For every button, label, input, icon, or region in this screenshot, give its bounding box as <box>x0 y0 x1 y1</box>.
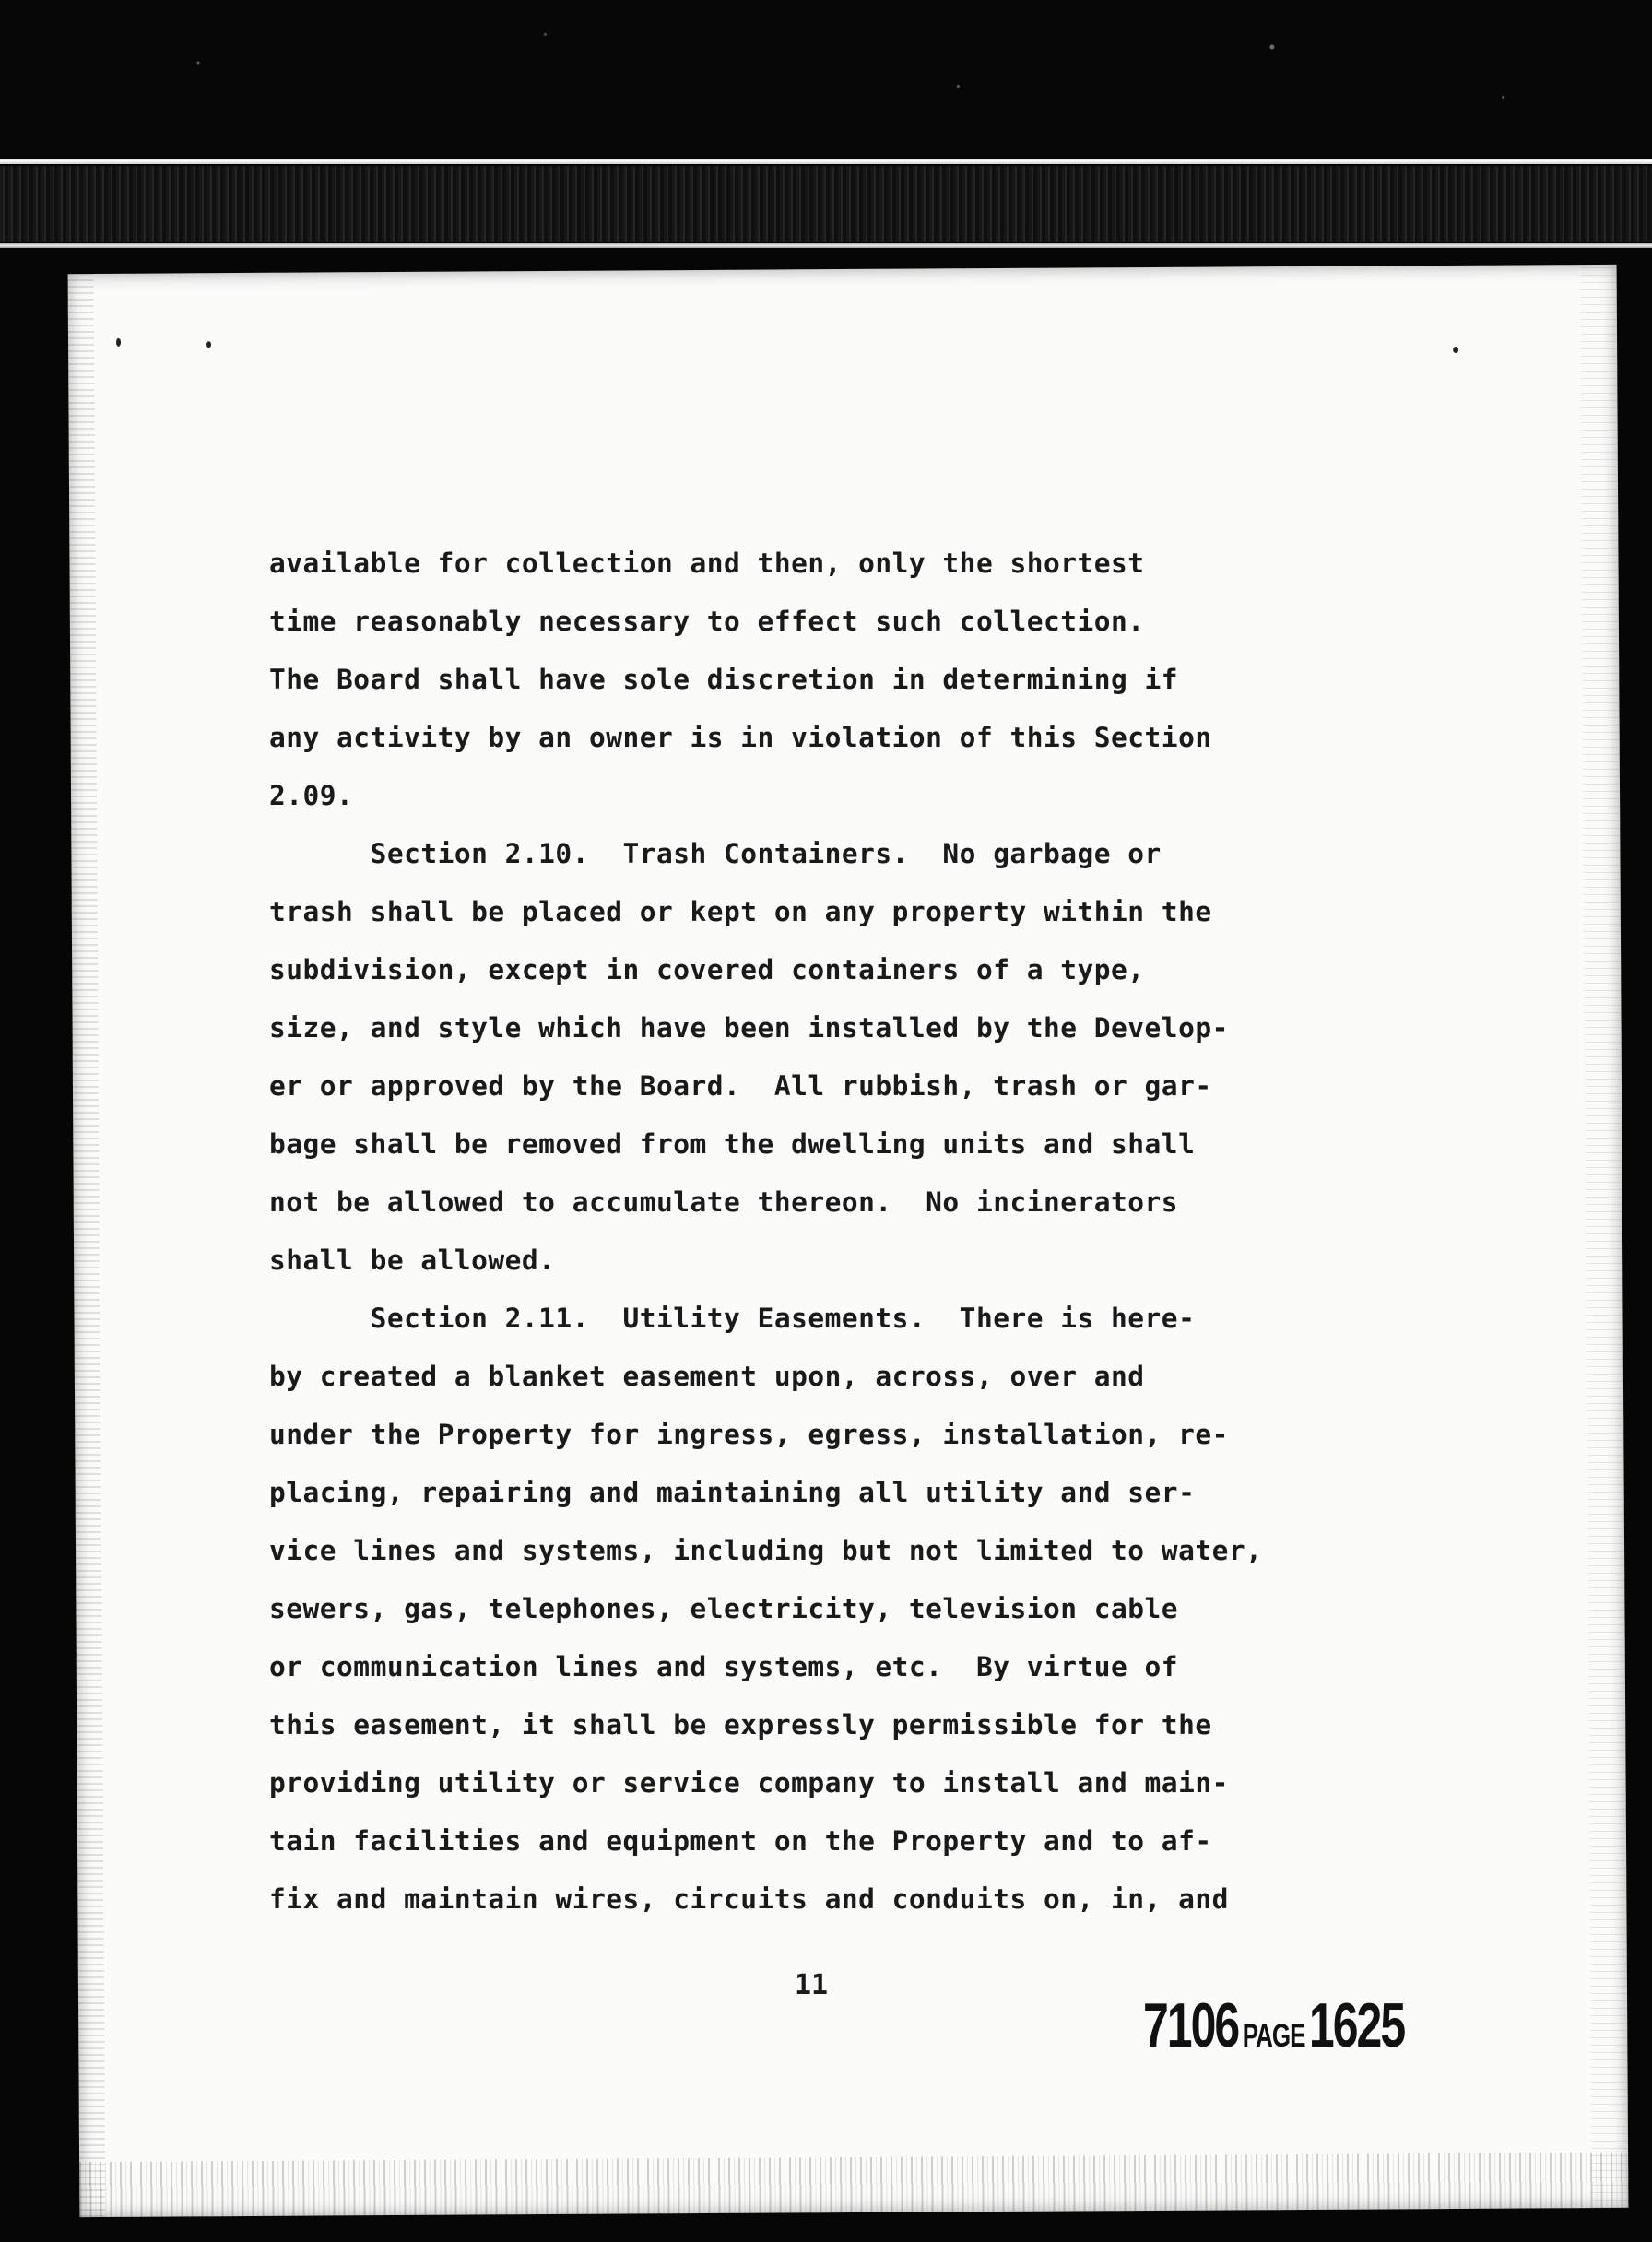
text-line: placing, repairing and maintaining all utility and ser- <box>269 1477 1196 1508</box>
scan-edge-line <box>0 243 1652 248</box>
text-line: size, and style which have been installed by the Develop- <box>269 1012 1229 1044</box>
text-line: providing utility or service company to install and main- <box>269 1767 1229 1799</box>
text-line: shall be allowed. <box>269 1245 556 1276</box>
stamp-book-number: 7106 <box>1143 1990 1239 2060</box>
text-line: trash shall be placed or kept on any property within the <box>269 896 1212 927</box>
text-line: not be allowed to accumulate thereon. No incinerators <box>269 1186 1179 1218</box>
page-number: 11 <box>795 1969 829 2001</box>
text-line: bage shall be removed from the dwelling units and shall <box>269 1128 1196 1160</box>
text-line: The Board shall have sole discretion in determining if <box>269 664 1179 695</box>
text-line: er or approved by the Board. All rubbish, trash or gar- <box>269 1070 1212 1102</box>
section-heading-line: Section 2.10. Trash Containers. No garbage or <box>269 838 1162 869</box>
scan-speck <box>116 338 121 347</box>
recording-stamp <box>1143 1989 1404 2061</box>
text-line: fix and maintain wires, circuits and conduits on, in, and <box>269 1883 1229 1915</box>
text-line: subdivision, except in covered containers of a type, <box>269 954 1145 985</box>
text-line: tain facilities and equipment on the Property and to af- <box>269 1825 1212 1857</box>
stamp-page-label: PAGE <box>1242 2016 1305 2054</box>
scan-noise-band <box>0 166 1652 242</box>
scan-noise-bottom <box>79 2153 1628 2217</box>
scan-speck <box>1453 347 1458 353</box>
scan-speck <box>206 341 211 348</box>
scan-edge-line <box>0 159 1652 164</box>
text-line: or communication lines and systems, etc. By virtue of <box>269 1651 1179 1682</box>
section-heading-line: Section 2.11. Utility Easements. There is here- <box>269 1303 1196 1334</box>
stamp-page-number: 1625 <box>1308 1990 1405 2060</box>
text-line: sewers, gas, telephones, electricity, television cable <box>269 1593 1179 1624</box>
scan-noise-right <box>1580 265 1629 2208</box>
text-line: time reasonably necessary to effect such collection. <box>269 606 1145 637</box>
text-line: available for collection and then, only the shortest <box>269 548 1145 579</box>
text-line: any activity by an owner is in violation of this Section <box>269 722 1212 753</box>
text-line: vice lines and systems, including but not limited to water, <box>269 1535 1263 1566</box>
text-line: under the Property for ingress, egress, installation, re- <box>269 1419 1229 1450</box>
scan-noise-left <box>68 274 106 2217</box>
text-line: this easement, it shall be expressly permissible for the <box>269 1709 1212 1740</box>
text-line: 2.09. <box>269 780 354 811</box>
text-line: by created a blanket easement upon, across, over and <box>269 1361 1145 1392</box>
body-text <box>269 535 1403 1929</box>
scan-dark-border <box>0 0 1652 157</box>
